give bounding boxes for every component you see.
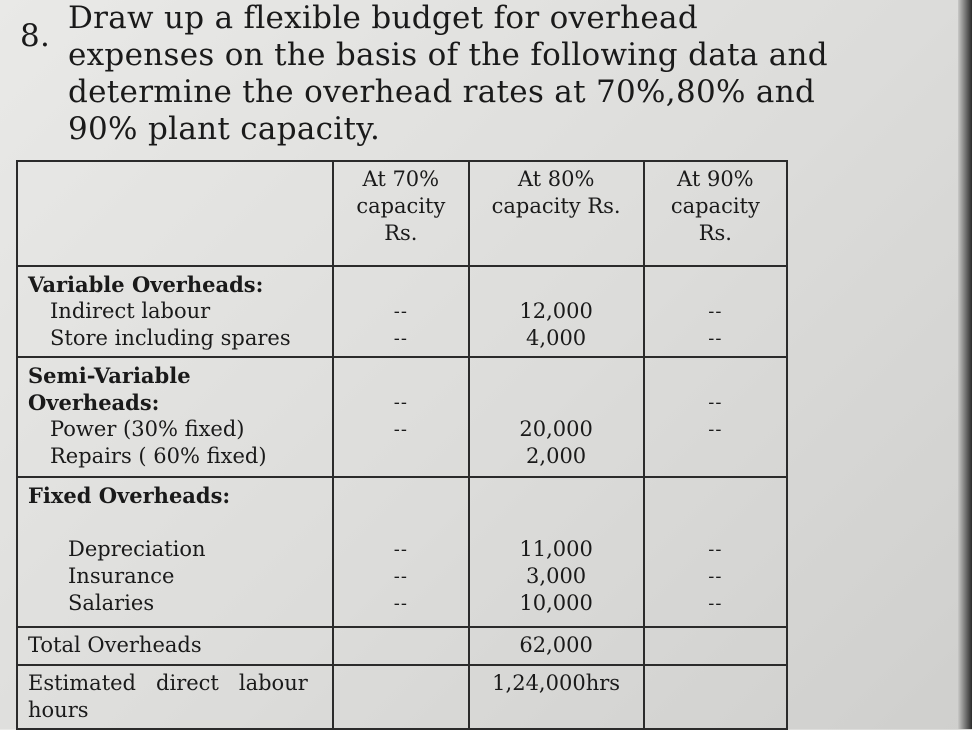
section-title: Fixed Overheads: (28, 483, 231, 508)
question-line-2: expenses on the basis of the following data and (68, 37, 828, 73)
table-row-variable-overheads (17, 266, 787, 357)
section-title: Semi-Variable (28, 363, 191, 388)
flexible-budget-table (16, 160, 788, 730)
table-row-semi-variable-overheads (17, 357, 787, 477)
table-row-fixed-overheads (17, 477, 787, 627)
question-number: 8. (20, 18, 51, 54)
variable-at-80-cell: 12,000 4,000 (469, 266, 644, 357)
total-overheads-label: Total Overheads (17, 627, 333, 665)
table-row-labour-hours (17, 665, 787, 729)
item-label: Power (30% fixed) (50, 417, 245, 441)
labour-hours-label-cell: Estimated direct labour hours (17, 665, 333, 729)
section-title: Overheads: (28, 390, 160, 415)
fixed-at-90-cell: -- -- -- (644, 477, 787, 627)
item-label: Repairs ( 60% fixed) (50, 444, 267, 468)
hours-at-80-cell: 1,24,000hrs (469, 665, 644, 729)
table-header-row (17, 161, 787, 266)
semi-at-70-cell: -- -- (333, 357, 468, 477)
total-at-80-cell: 62,000 (469, 627, 644, 665)
semi-at-80-cell: 20,000 2,000 (469, 357, 644, 477)
header-at-90: At 90% capacity Rs. (644, 161, 787, 266)
item-label: Insurance (68, 564, 175, 588)
header-at-70: At 70% capacity Rs. (333, 161, 468, 266)
hours-at-90-cell (644, 665, 787, 729)
question-line-1: Draw up a flexible budget for overhead (68, 0, 698, 36)
variable-overheads-label-cell (17, 266, 333, 357)
item-label: Depreciation (68, 537, 206, 561)
item-label: Store including spares (50, 326, 291, 350)
header-at-80: At 80% capacity Rs. (469, 161, 644, 266)
fixed-at-70-cell: -- -- -- (333, 477, 468, 627)
item-label: Salaries (68, 591, 155, 615)
header-blank-cell (17, 161, 333, 266)
section-title: Variable Overheads: (28, 272, 264, 297)
variable-at-90-cell: -- -- (644, 266, 787, 357)
variable-at-70-cell: -- -- (333, 266, 468, 357)
question-line-4: 90% plant capacity. (68, 111, 381, 147)
item-label: Indirect labour (50, 299, 211, 323)
question-line-3: determine the overhead rates at 70%,80% and (68, 74, 816, 110)
semi-at-90-cell: -- -- (644, 357, 787, 477)
fixed-at-80-cell: 11,000 3,000 10,000 (469, 477, 644, 627)
question-text (68, 0, 828, 148)
hours-at-70-cell (333, 665, 468, 729)
table-row-total-overheads (17, 627, 787, 665)
total-at-70-cell (333, 627, 468, 665)
total-at-90-cell (644, 627, 787, 665)
semi-variable-label-cell (17, 357, 333, 477)
page-edge-shadow (958, 0, 972, 729)
fixed-overheads-label-cell (17, 477, 333, 627)
